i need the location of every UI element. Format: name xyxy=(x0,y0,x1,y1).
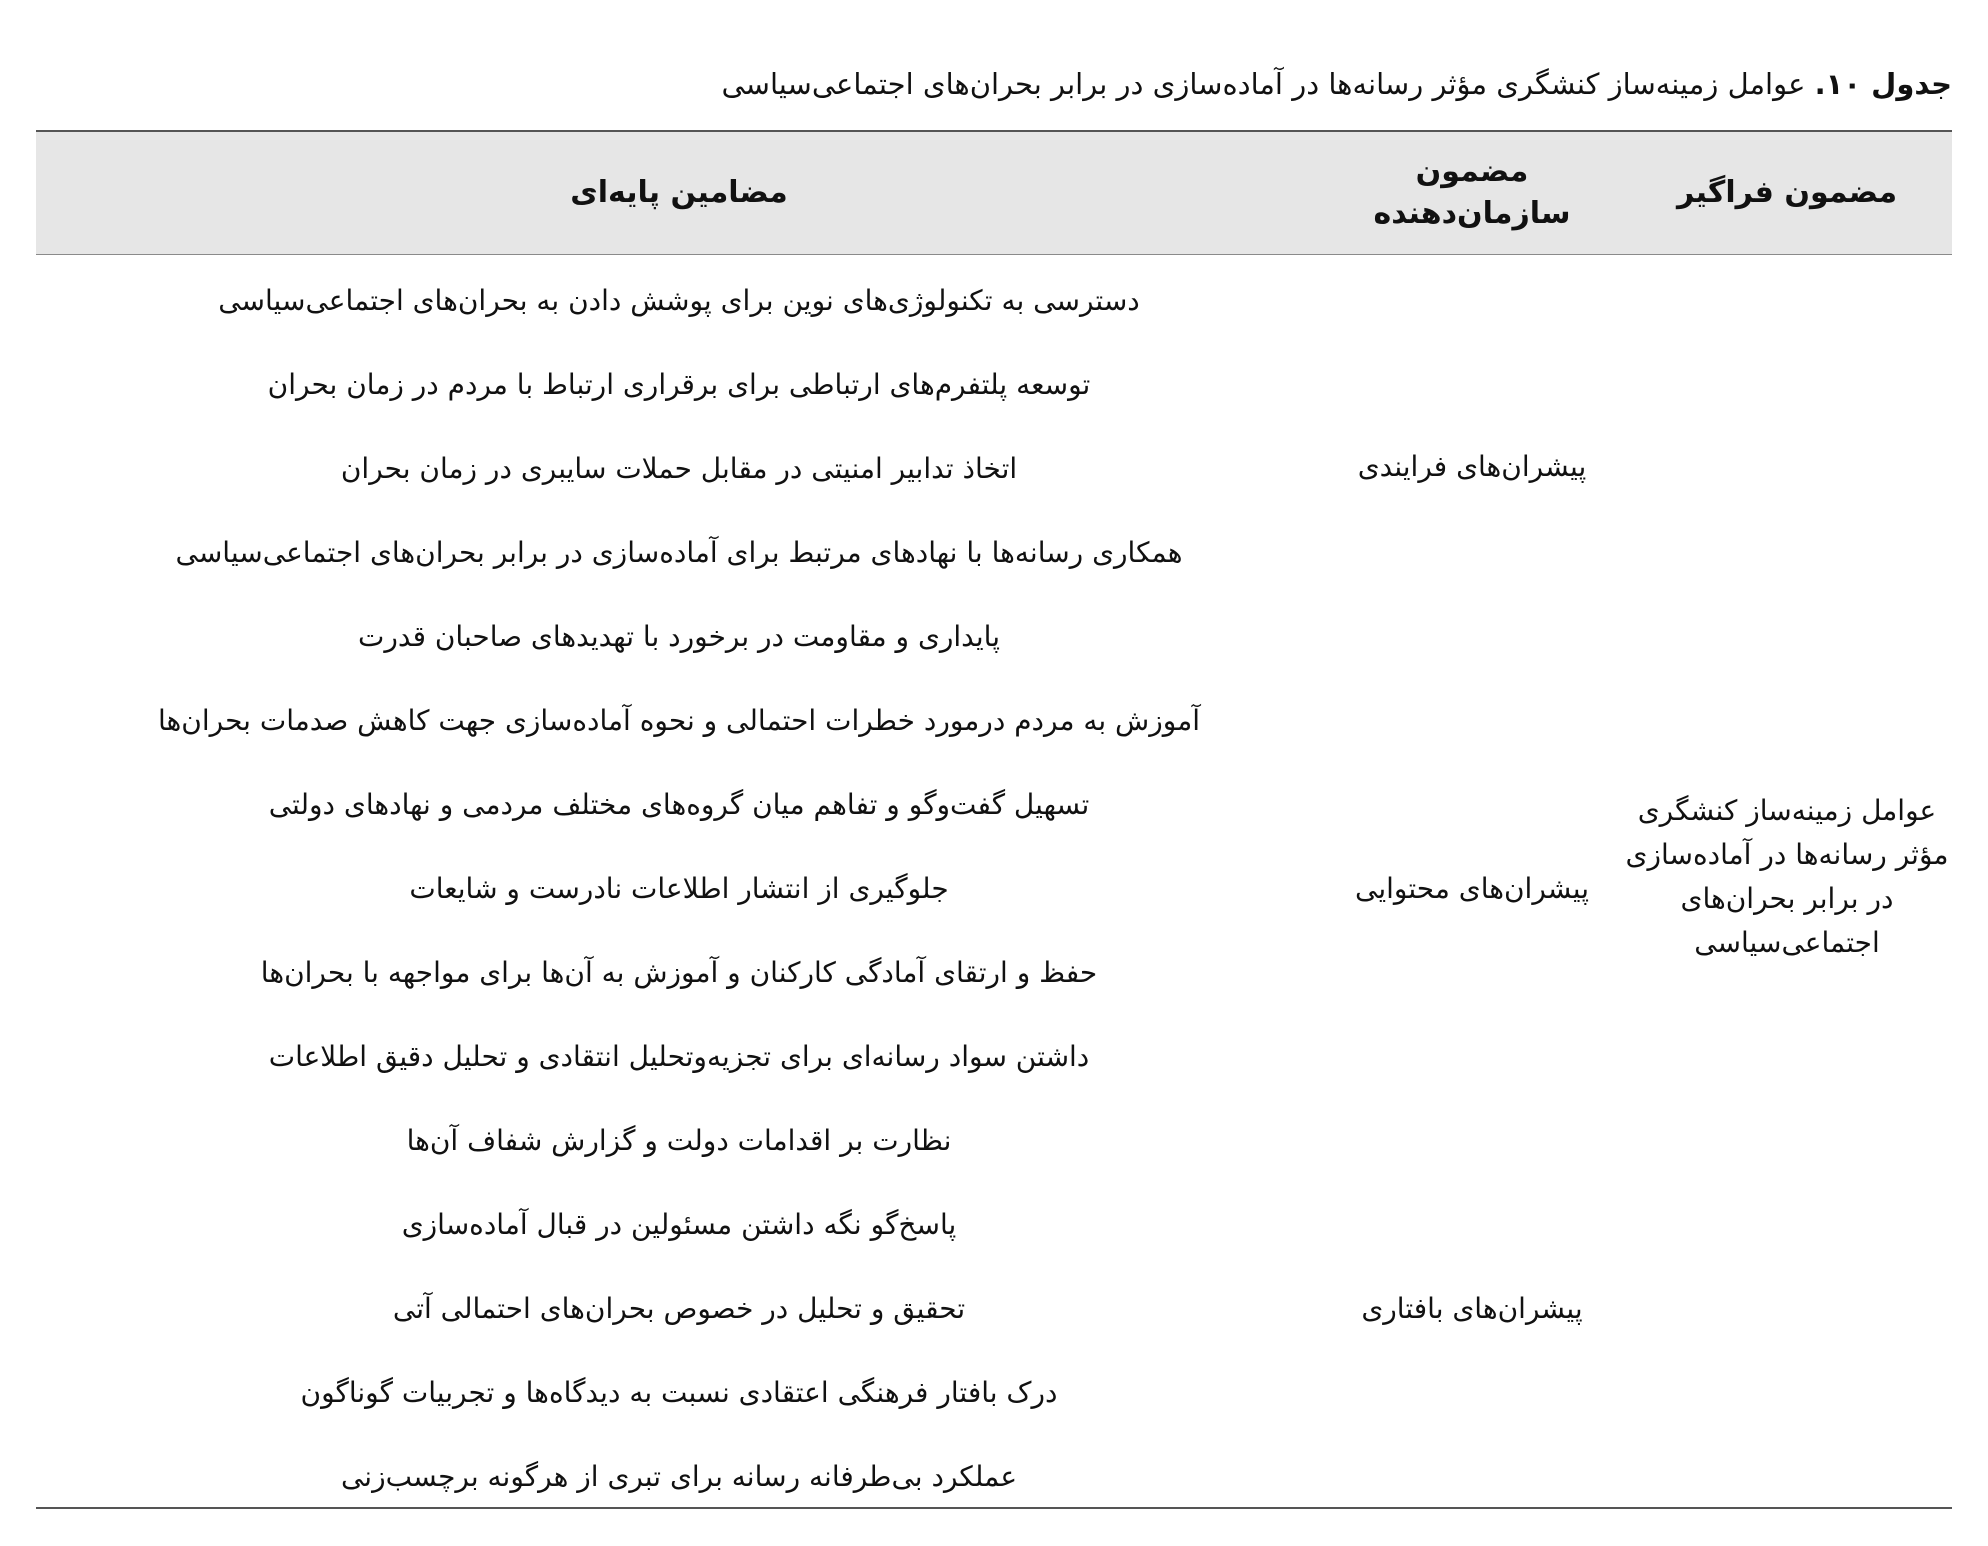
basic-theme-row: همکاری رسانه‌ها با نهادهای مرتبط برای آماده‌سازی در برابر بحران‌های اجتماعی‌سیاسی xyxy=(175,536,1183,569)
basic-theme-row: تحقیق و تحلیل در خصوص بحران‌های احتمالی آتی xyxy=(392,1292,966,1325)
basic-theme-row: پاسخ‌گو نگه داشتن مسئولین در قبال آماده‌سازی xyxy=(401,1208,957,1241)
table-caption xyxy=(36,62,1952,106)
caption-text: عوامل زمینه‌ساز کنشگری مؤثر رسانه‌ها در آماده‌سازی در برابر بحران‌های اجتماعی‌سیاسی xyxy=(721,67,1806,101)
global-theme-line: مؤثر رسانه‌ها در آماده‌سازی xyxy=(1625,838,1949,871)
header-organizing-theme-line1: مضمون xyxy=(1415,154,1529,189)
basic-theme-row: داشتن سواد رسانه‌ای برای تجزیه‌وتحلیل انتقادی و تحلیل دقیق اطلاعات xyxy=(268,1040,1090,1073)
basic-theme-row: دسترسی به تکنولوژی‌های نوین برای پوشش دادن به بحران‌های اجتماعی‌سیاسی xyxy=(218,284,1140,317)
header-organizing-theme xyxy=(1322,132,1622,254)
global-theme-line: در برابر بحران‌های xyxy=(1680,882,1894,915)
basic-theme-row: جلوگیری از انتشار اطلاعات نادرست و شایعات xyxy=(409,872,949,905)
themes-table xyxy=(36,130,1952,1509)
global-theme-line: عوامل زمینه‌ساز کنشگری xyxy=(1637,794,1937,827)
basic-theme-row: اتخاذ تدابیر امنیتی در مقابل حملات سایبری در زمان بحران xyxy=(340,452,1018,485)
caption-label: جدول ۱۰. xyxy=(1814,67,1952,101)
header-organizing-theme-line2: سازمان‌دهنده xyxy=(1373,196,1571,231)
basic-theme-row: عملکرد بی‌طرفانه رسانه برای تبری از هرگونه برچسب‌زنی xyxy=(340,1460,1018,1493)
basic-theme-row: توسعه پلتفرم‌های ارتباطی برای برقراری ارتباط با مردم در زمان بحران xyxy=(267,368,1091,401)
header-global-theme: مضمون فراگیر xyxy=(1676,175,1898,210)
global-theme-line: اجتماعی‌سیاسی xyxy=(1694,926,1880,959)
basic-theme-row: نظارت بر اقدامات دولت و گزارش شفاف آن‌ها xyxy=(406,1124,952,1157)
organizing-theme-content: پیشران‌های محتوایی xyxy=(1354,872,1590,905)
organizing-theme-context: پیشران‌های بافتاری xyxy=(1361,1292,1583,1325)
basic-theme-row: حفظ و ارتقای آمادگی کارکنان و آموزش به آن‌ها برای مواجهه با بحران‌ها xyxy=(260,956,1098,989)
header-basic-themes: مضامین پایه‌ای xyxy=(570,175,788,210)
table-header xyxy=(36,132,1952,255)
basic-theme-row: درک بافتار فرهنگی اعتقادی نسبت به دیدگاه‌ها و تجربیات گوناگون xyxy=(300,1376,1058,1409)
basic-theme-row: تسهیل گفت‌وگو و تفاهم میان گروه‌های مختلف مردمی و نهادهای دولتی xyxy=(268,788,1090,821)
global-theme-cell xyxy=(1622,789,1952,965)
basic-themes-column xyxy=(36,255,1322,1507)
table-body xyxy=(36,255,1952,1509)
basic-theme-row: پایداری و مقاومت در برخورد با تهدیدهای صاحبان قدرت xyxy=(357,620,1000,653)
organizing-theme-process: پیشران‌های فرایندی xyxy=(1357,450,1587,483)
basic-theme-row: آموزش به مردم درمورد خطرات احتمالی و نحوه آماده‌سازی جهت کاهش صدمات بحران‌ها xyxy=(158,704,1200,737)
